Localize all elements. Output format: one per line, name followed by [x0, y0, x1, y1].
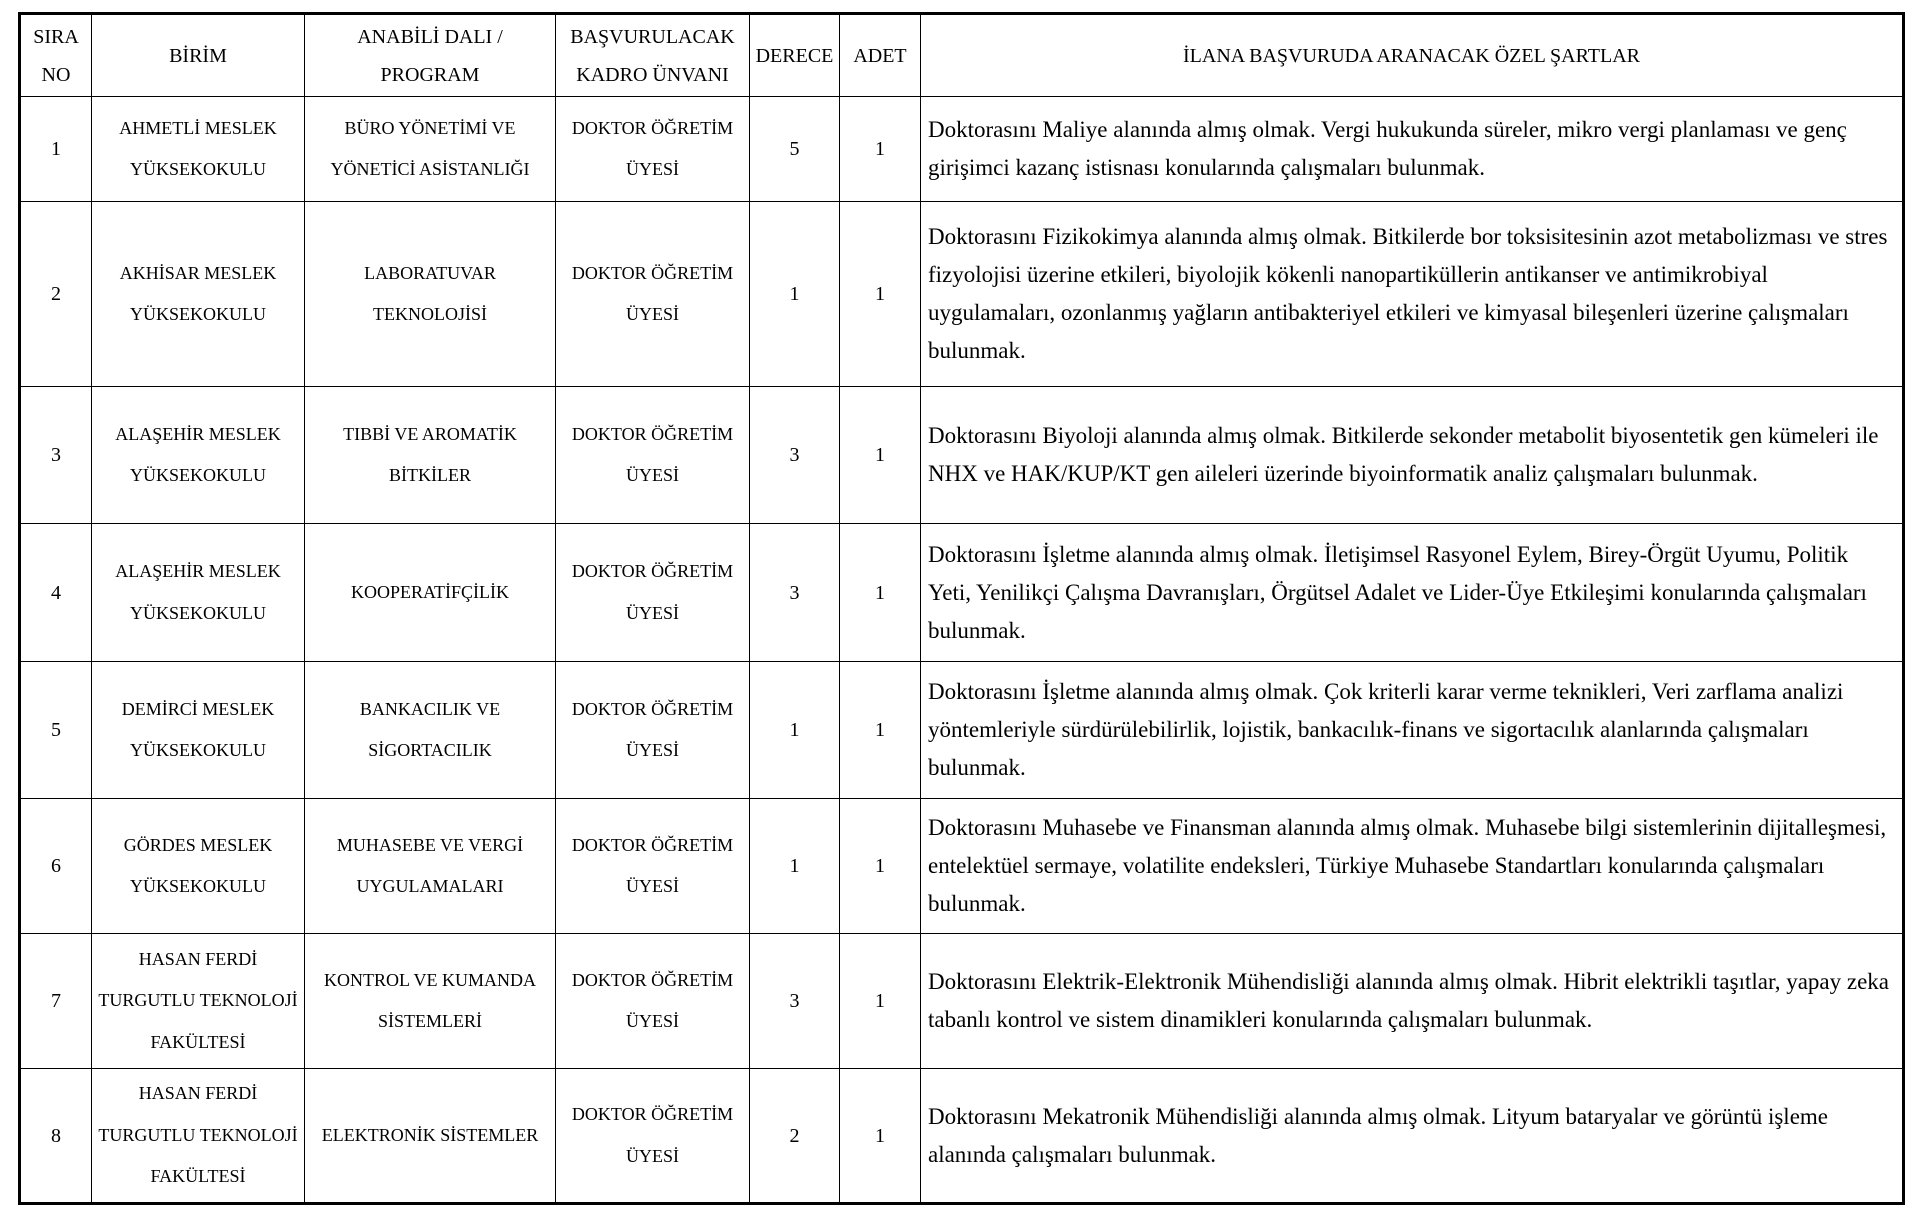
- cell-derece: 1: [750, 202, 840, 387]
- cell-birim: HASAN FERDİ TURGUTLU TEKNOLOJİ FAKÜLTESİ: [92, 1069, 305, 1204]
- cell-sira-no: 6: [20, 799, 92, 934]
- job-postings-table: [18, 12, 1905, 1205]
- cell-adet: 1: [840, 934, 921, 1069]
- cell-anabilim-dali-program: MUHASEBE VE VERGİ UYGULAMALARI: [305, 799, 556, 934]
- cell-sira-no: 8: [20, 1069, 92, 1204]
- cell-kadro-unvani: DOKTOR ÖĞRETİM ÜYESİ: [556, 387, 750, 524]
- header-birim: BİRİM: [92, 14, 305, 97]
- cell-sira-no: 4: [20, 524, 92, 662]
- cell-sira-no: 1: [20, 97, 92, 202]
- cell-kadro-unvani: DOKTOR ÖĞRETİM ÜYESİ: [556, 524, 750, 662]
- cell-anabilim-dali-program: LABORATUVAR TEKNOLOJİSİ: [305, 202, 556, 387]
- header-sira-no: SIRA NO: [20, 14, 92, 97]
- cell-anabilim-dali-program: TIBBİ VE AROMATİK BİTKİLER: [305, 387, 556, 524]
- cell-derece: 2: [750, 1069, 840, 1204]
- cell-birim: AHMETLİ MESLEK YÜKSEKOKULU: [92, 97, 305, 202]
- cell-anabilim-dali-program: KONTROL VE KUMANDA SİSTEMLERİ: [305, 934, 556, 1069]
- cell-adet: 1: [840, 1069, 921, 1204]
- cell-adet: 1: [840, 97, 921, 202]
- cell-ozel-sartlar: Doktorasını Muhasebe ve Finansman alanında almış olmak. Muhasebe bilgi sistemlerinin dijitalleşmesi, entelektüel sermaye, volatilite endeksleri, Türkiye Muhasebe Standartları konularında çalışmaları bulunmak.: [921, 799, 1904, 934]
- cell-adet: 1: [840, 202, 921, 387]
- cell-kadro-unvani: DOKTOR ÖĞRETİM ÜYESİ: [556, 662, 750, 799]
- table-row: [20, 387, 1904, 524]
- cell-anabilim-dali-program: KOOPERATİFÇİLİK: [305, 524, 556, 662]
- cell-derece: 1: [750, 799, 840, 934]
- header-row: [20, 14, 1904, 97]
- cell-kadro-unvani: DOKTOR ÖĞRETİM ÜYESİ: [556, 799, 750, 934]
- table-row: [20, 934, 1904, 1069]
- cell-derece: 3: [750, 934, 840, 1069]
- cell-kadro-unvani: DOKTOR ÖĞRETİM ÜYESİ: [556, 97, 750, 202]
- cell-ozel-sartlar: Doktorasını Elektrik-Elektronik Mühendisliği alanında almış olmak. Hibrit elektrikli taşıtlar, yapay zeka tabanlı kontrol ve sistem dinamikleri konularında çalışmaları bulunmak.: [921, 934, 1904, 1069]
- cell-kadro-unvani: DOKTOR ÖĞRETİM ÜYESİ: [556, 1069, 750, 1204]
- cell-ozel-sartlar: Doktorasını Biyoloji alanında almış olmak. Bitkilerde sekonder metabolit biyosentetik gen kümeleri ile NHX ve HAK/KUP/KT gen aileleri üzerinde biyoinformatik analiz çalışmaları bulunmak.: [921, 387, 1904, 524]
- header-adet: ADET: [840, 14, 921, 97]
- header-ozel-sartlar: İLANA BAŞVURUDA ARANACAK ÖZEL ŞARTLAR: [921, 14, 1904, 97]
- table-row: [20, 1069, 1904, 1204]
- cell-derece: 3: [750, 524, 840, 662]
- cell-sira-no: 2: [20, 202, 92, 387]
- table-row: [20, 799, 1904, 934]
- cell-sira-no: 7: [20, 934, 92, 1069]
- header-anabilim-dali: ANABİLİ DALI / PROGRAM: [305, 14, 556, 97]
- cell-ozel-sartlar: Doktorasını Mekatronik Mühendisliği alanında almış olmak. Lityum bataryalar ve görüntü işleme alanında çalışmaları bulunmak.: [921, 1069, 1904, 1204]
- table-row: [20, 662, 1904, 799]
- cell-anabilim-dali-program: BANKACILIK VE SİGORTACILIK: [305, 662, 556, 799]
- cell-adet: 1: [840, 799, 921, 934]
- cell-anabilim-dali-program: BÜRO YÖNETİMİ VE YÖNETİCİ ASİSTANLIĞI: [305, 97, 556, 202]
- cell-birim: ALAŞEHİR MESLEK YÜKSEKOKULU: [92, 387, 305, 524]
- cell-adet: 1: [840, 524, 921, 662]
- cell-ozel-sartlar: Doktorasını İşletme alanında almış olmak. İletişimsel Rasyonel Eylem, Birey-Örgüt Uyumu, Politik Yeti, Yenilikçi Çalışma Davranışları, Örgütsel Adalet ve Lider-Üye Etkileşimi konularında çalışmaları bulunmak.: [921, 524, 1904, 662]
- cell-sira-no: 3: [20, 387, 92, 524]
- cell-ozel-sartlar: Doktorasını Fizikokimya alanında almış olmak. Bitkilerde bor toksisitesinin azot metabolizması ve stres fizyolojisi üzerine etkileri, biyolojik kökenli nanopartiküllerin antikanser ve antimikrobiyal uygulamaları, ozonlanmış yağların antibakteriyel etkileri ve kimyasal bileşenleri üzerine çalışmaları bulunmak.: [921, 202, 1904, 387]
- cell-birim: GÖRDES MESLEK YÜKSEKOKULU: [92, 799, 305, 934]
- cell-sira-no: 5: [20, 662, 92, 799]
- header-derece: DERECE: [750, 14, 840, 97]
- cell-derece: 5: [750, 97, 840, 202]
- cell-adet: 1: [840, 662, 921, 799]
- cell-kadro-unvani: DOKTOR ÖĞRETİM ÜYESİ: [556, 934, 750, 1069]
- cell-ozel-sartlar: Doktorasını İşletme alanında almış olmak. Çok kriterli karar verme teknikleri, Veri zarflama analizi yöntemleriyle sürdürülebilirlik, lojistik, bankacılık-finans ve sigortacılık alanlarında çalışmaları bulunmak.: [921, 662, 1904, 799]
- cell-birim: ALAŞEHİR MESLEK YÜKSEKOKULU: [92, 524, 305, 662]
- cell-birim: AKHİSAR MESLEK YÜKSEKOKULU: [92, 202, 305, 387]
- table-row: [20, 202, 1904, 387]
- table-row: [20, 524, 1904, 662]
- table-row: [20, 97, 1904, 202]
- cell-adet: 1: [840, 387, 921, 524]
- cell-derece: 1: [750, 662, 840, 799]
- cell-anabilim-dali-program: ELEKTRONİK SİSTEMLER: [305, 1069, 556, 1204]
- cell-kadro-unvani: DOKTOR ÖĞRETİM ÜYESİ: [556, 202, 750, 387]
- header-kadro-unvani: BAŞVURULACAK KADRO ÜNVANI: [556, 14, 750, 97]
- cell-ozel-sartlar: Doktorasını Maliye alanında almış olmak. Vergi hukukunda süreler, mikro vergi planlaması ve genç girişimci kazanç istisnası konularında çalışmaları bulunmak.: [921, 97, 1904, 202]
- cell-birim: DEMİRCİ MESLEK YÜKSEKOKULU: [92, 662, 305, 799]
- cell-derece: 3: [750, 387, 840, 524]
- cell-birim: HASAN FERDİ TURGUTLU TEKNOLOJİ FAKÜLTESİ: [92, 934, 305, 1069]
